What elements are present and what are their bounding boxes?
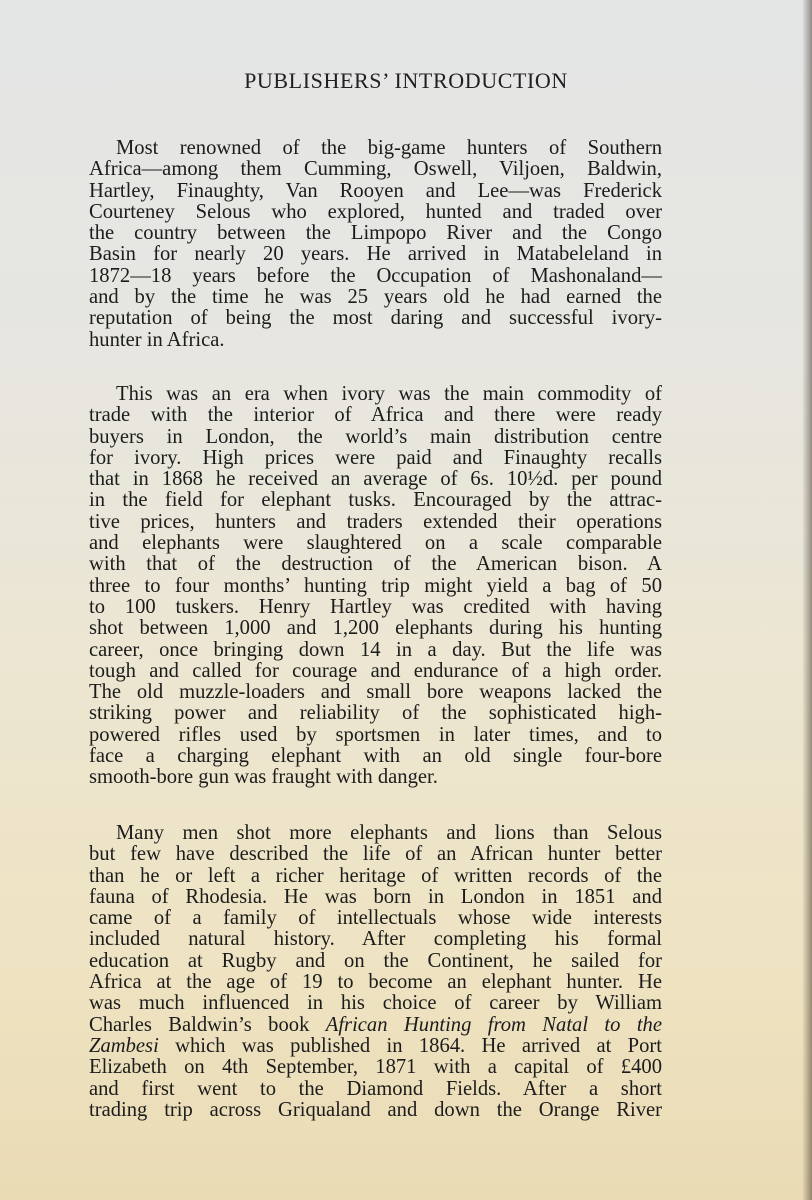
- text-line: came of a family of intellectuals whose wide interests: [89, 907, 662, 930]
- text-line: Most renowned of the big-game hunters of Southern: [116, 137, 662, 159]
- text-line: trading trip across Griqualand and down the Orange River: [89, 1098, 662, 1121]
- text-line: smooth-bore gun was fraught with danger.: [89, 766, 438, 789]
- paragraph-2: [89, 383, 662, 789]
- text-line: Courteney Selous who explored, hunted and traded over: [89, 200, 662, 223]
- text-line: Africa at the age of 19 to become an elephant hunter. He: [89, 971, 662, 994]
- book-title-part-1: African Hunting from Natal to the: [325, 1013, 662, 1036]
- text-line: that in 1868 he received an average of 6s. 10½d. per pound: [89, 468, 662, 491]
- text-line: tough and called for courage and endurance of a high order.: [89, 659, 662, 682]
- text-fragment: which was published in 1864. He arrived at Port: [175, 1034, 662, 1057]
- text-line-with-book-title: [89, 1036, 662, 1057]
- text-line: fauna of Rhodesia. He was born in London in 1851 and: [89, 885, 662, 908]
- text-line: 1872—18 years before the Occupation of Mashonaland—: [89, 264, 662, 287]
- text-line: Africa—among them Cumming, Oswell, Viljoen, Baldwin,: [89, 158, 662, 181]
- page-title: PUBLISHERS’ INTRODUCTION: [244, 68, 568, 93]
- text-line: Hartley, Finaughty, Van Rooyen and Lee—was Frederick: [89, 179, 662, 202]
- text-line: striking power and reliability of the sophisticated high-: [89, 702, 662, 725]
- text-line: with that of the destruction of the American bison. A: [89, 553, 662, 576]
- paragraph-1: [89, 137, 662, 351]
- text-line: This was an era when ivory was the main commodity of: [116, 383, 662, 405]
- text-line: Basin for nearly 20 years. He arrived in Matabeleland in: [89, 243, 662, 266]
- text-line: tive prices, hunters and traders extended their operations: [89, 510, 662, 533]
- text-line: but few have described the life of an African hunter better: [89, 843, 662, 866]
- book-title-part-2: Zambesi: [89, 1034, 159, 1057]
- text-line: than he or left a richer heritage of written records of the: [89, 864, 662, 887]
- text-line: face a charging elephant with an old single four-bore: [89, 745, 662, 768]
- text-line: The old muzzle-loaders and small bore weapons lacked the: [89, 681, 662, 704]
- text-line: shot between 1,000 and 1,200 elephants during his hunting: [89, 617, 662, 640]
- page-edge-shadow: [802, 0, 812, 1200]
- text-line: career, once bringing down 14 in a day. But the life was: [89, 638, 662, 661]
- text-line: trade with the interior of Africa and there were ready: [89, 404, 662, 427]
- text-line: Elizabeth on 4th September, 1871 with a capital of £400: [89, 1056, 662, 1079]
- text-line: and by the time he was 25 years old he had earned the: [89, 286, 662, 309]
- text-line: for ivory. High prices were paid and Finaughty recalls: [89, 446, 662, 469]
- text-line: the country between the Limpopo River and the Congo: [89, 222, 662, 245]
- text-line: education at Rugby and on the Continent, he sailed for: [89, 949, 662, 972]
- text-line: Many men shot more elephants and lions than Selous: [116, 822, 662, 844]
- text-line: hunter in Africa.: [89, 328, 225, 351]
- text-line: in the field for elephant tusks. Encouraged by the attrac-: [89, 489, 662, 512]
- text-line-with-book-title: [89, 1015, 662, 1036]
- text-line: and elephants were slaughtered on a scale comparable: [89, 532, 662, 555]
- text-line: three to four months’ hunting trip might yield a bag of 50: [89, 574, 662, 597]
- text-line: reputation of being the most daring and successful ivory-: [89, 307, 662, 330]
- paragraph-3: [89, 822, 662, 1121]
- text-line: powered rifles used by sportsmen in later times, and to: [89, 723, 662, 746]
- text-line: to 100 tuskers. Henry Hartley was credited with having: [89, 595, 662, 618]
- text-line: and first went to the Diamond Fields. After a short: [89, 1077, 662, 1100]
- text-line: buyers in London, the world’s main distribution centre: [89, 425, 662, 448]
- text-line: was much influenced in his choice of career by William: [89, 992, 662, 1015]
- text-line: included natural history. After completing his formal: [89, 928, 662, 951]
- text-fragment: Charles Baldwin’s book: [89, 1013, 310, 1036]
